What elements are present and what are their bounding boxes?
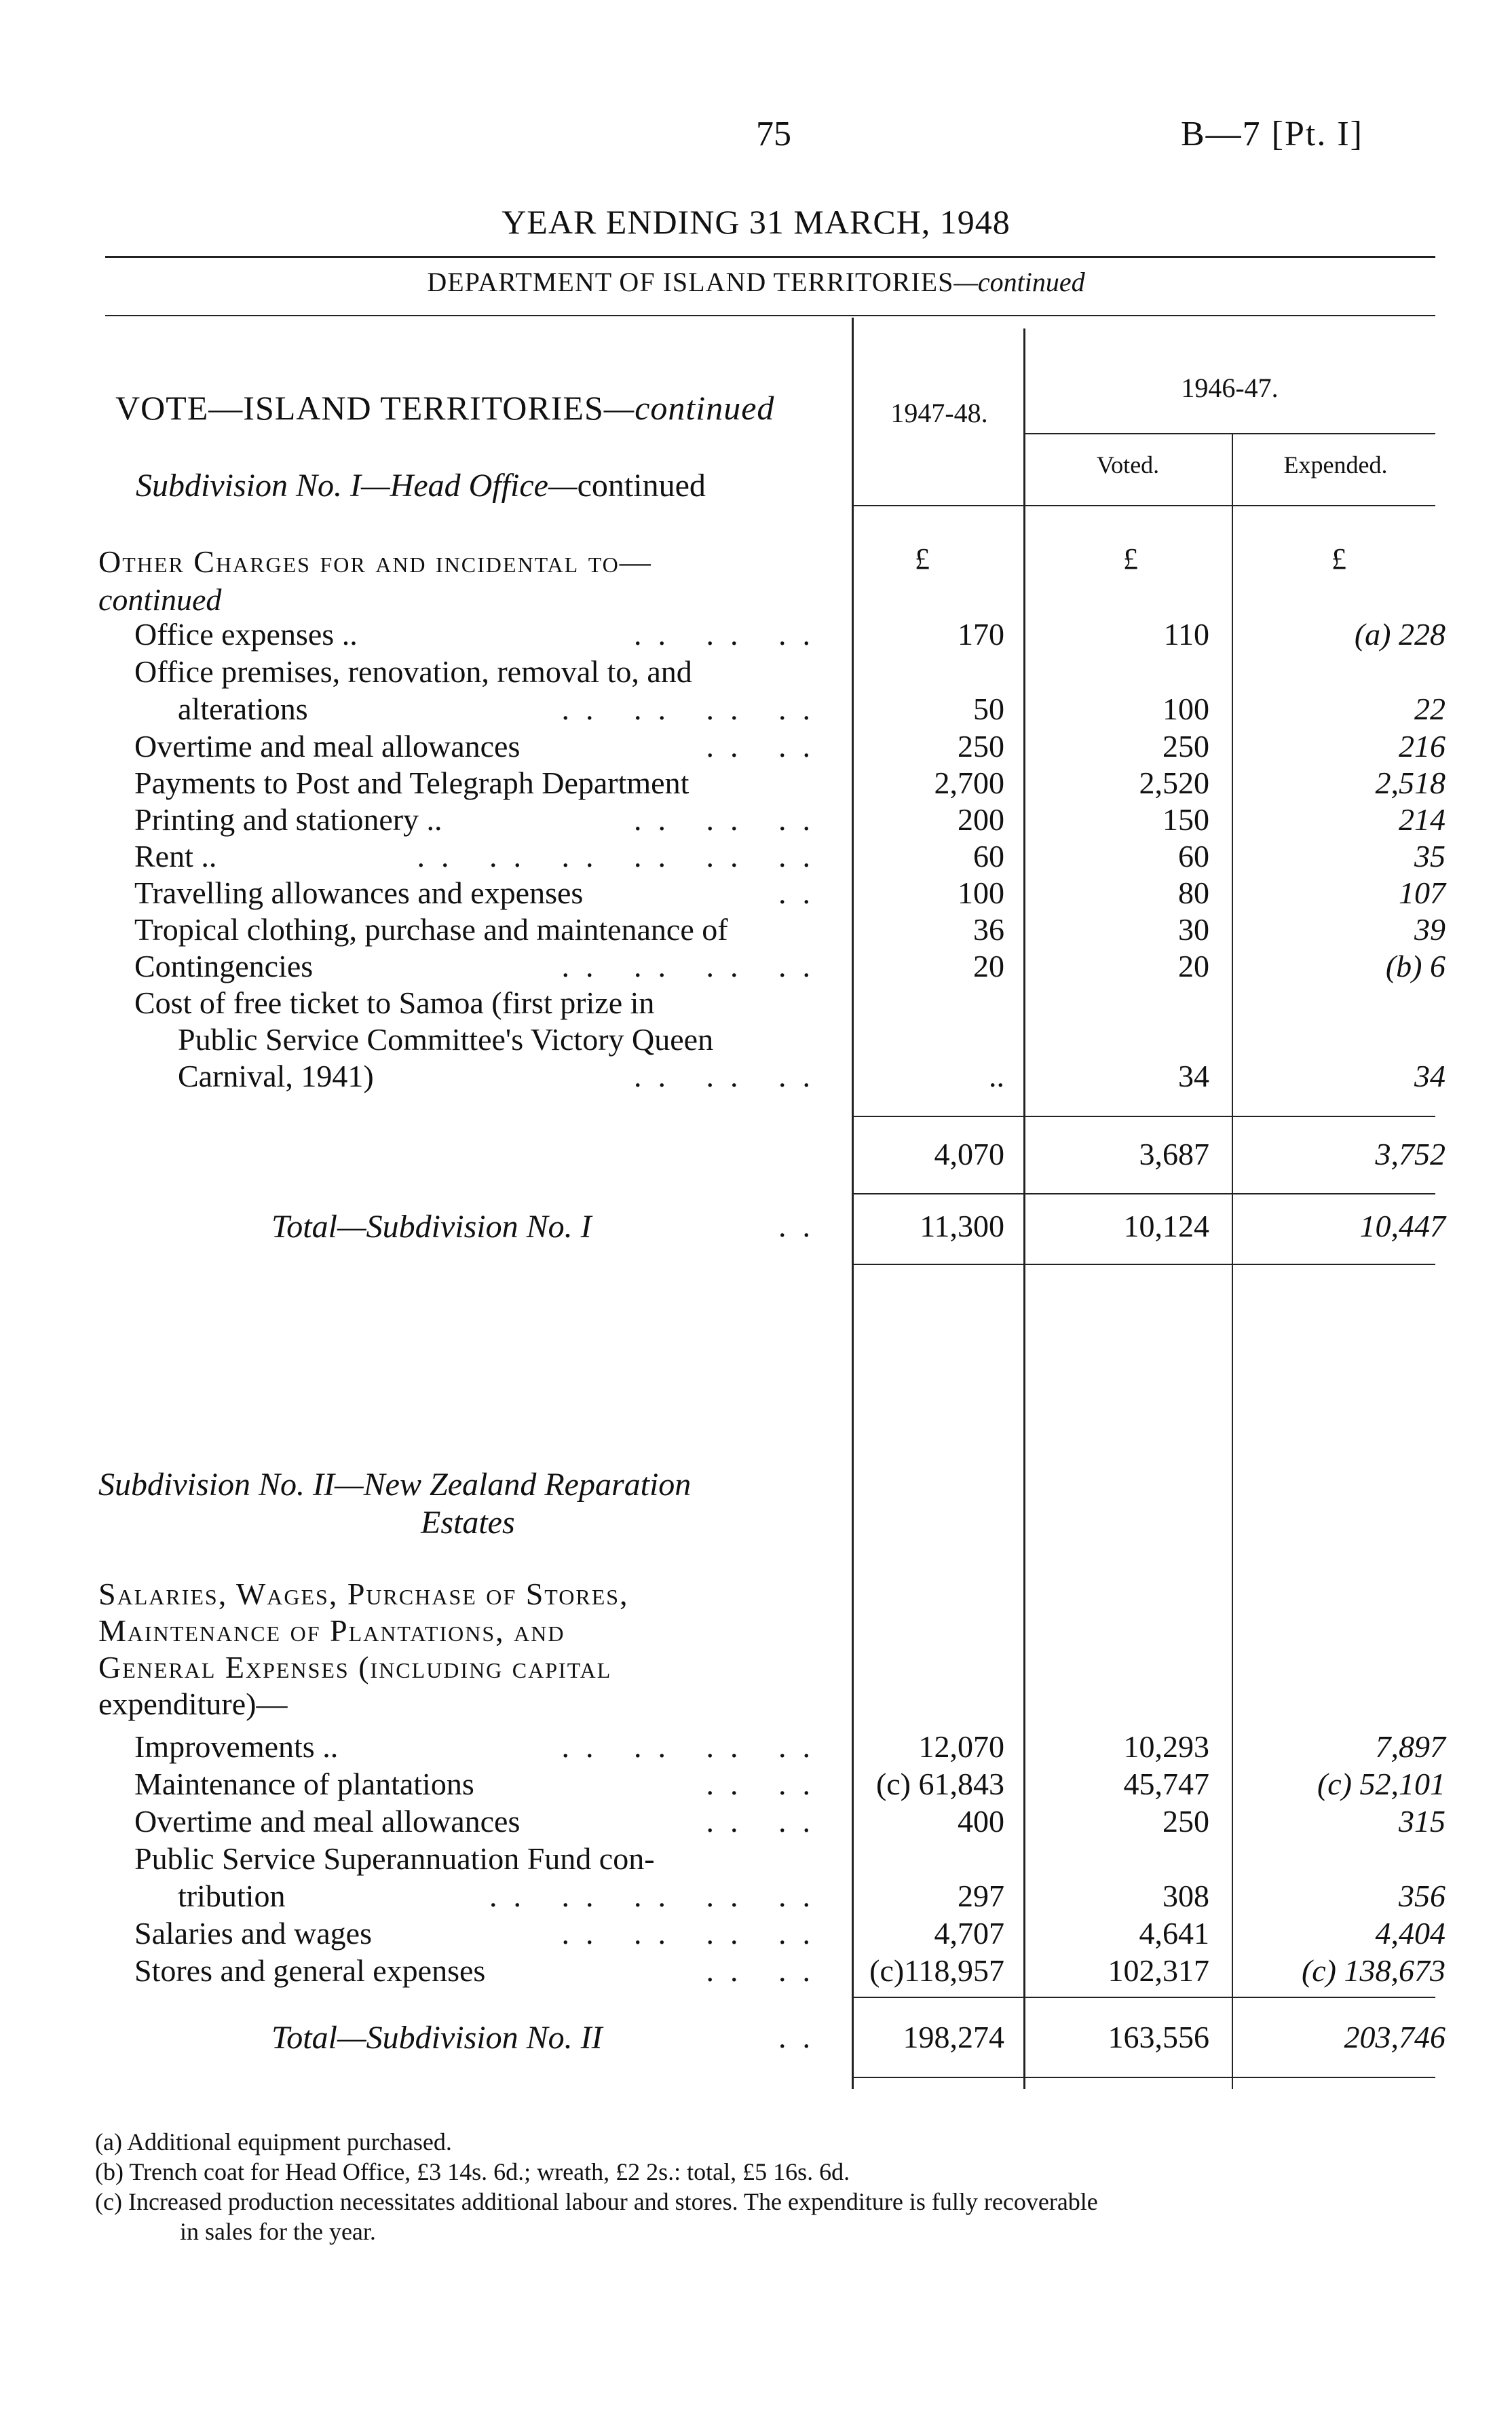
table-row [0,1021,1512,1058]
value-1947-48: 100 [958,875,1004,910]
leader-dots: .. .. [706,1953,827,1988]
section-2-line: expenditure)— [98,1687,288,1721]
total-label: Total—Subdivision No. I [271,1209,592,1245]
row-label: Public Service Committee's Victory Queen [178,1022,714,1057]
row-label: Payments to Post and Telegraph Department [134,766,689,800]
table-row [0,1729,1512,1765]
value-expended: (c) 52,101 [1317,1767,1445,1801]
row-label: Stores and general expenses [134,1953,486,1988]
value-expended: 356 [1399,1879,1445,1913]
subdivision-2-heading-line2: Estates [421,1505,515,1541]
table-row [0,1953,1512,1989]
leader-dots: .. .. .. [634,802,827,837]
value-expended: (a) 228 [1354,617,1445,652]
leader-dots: .. .. .. .. [561,949,827,983]
value-voted: 60 [1178,839,1209,873]
table-row [0,654,1512,690]
value-voted: 80 [1178,875,1209,910]
column-group-1946-47: 1946-47. [1181,373,1279,403]
leader-dots: .. .. [706,1804,827,1839]
column-header-expended: Expended. [1283,451,1388,478]
leader-dots: .. .. .. .. [561,1729,827,1764]
leader-dots: .. .. .. [634,617,827,652]
value-1947-48: 250 [958,729,1004,764]
value-1947-48: 400 [958,1804,1004,1839]
value-1947-48: (c)118,957 [869,1953,1004,1988]
total-row [0,1208,1512,1245]
value-1947-48: 2,700 [934,766,1004,800]
table-row [0,985,1512,1021]
footnote-c: (c) Increased production necessitates additional labour and stores. The expenditure is fully recoverable [95,2188,1098,2215]
value-1947-48: 60 [973,839,1004,873]
value-voted: 34 [1178,1059,1209,1093]
header-rule [105,256,1435,258]
total-rule-1a [854,1193,1435,1194]
leader-dots: .. .. [706,729,827,764]
currency-col3: £ [1331,542,1346,576]
table-row [0,948,1512,985]
total-expended: 203,746 [1344,2020,1445,2054]
value-expended: (c) 138,673 [1301,1953,1445,1988]
row-label: tribution [178,1879,286,1913]
value-voted: 110 [1163,617,1209,652]
vote-title [115,388,774,428]
table-row [0,911,1512,948]
table-row [0,875,1512,911]
leader-dots: .. [778,1209,827,1243]
row-label: Office expenses .. [134,617,358,652]
total-voted: 163,556 [1108,2020,1209,2054]
year-heading: YEAR ENDING 31 MARCH, 1948 [502,203,1010,241]
row-label: Rent .. [134,839,217,873]
value-voted: 10,293 [1123,1729,1209,1764]
section-2-line: General Expenses (including capital [98,1650,612,1684]
table-row [0,838,1512,875]
row-label: Contingencies [134,949,314,983]
table-row [0,691,1512,728]
leader-dots: .. .. .. .. [561,1916,827,1951]
currency-col2: £ [1123,542,1138,576]
table-row [0,616,1512,653]
row-label: Overtime and meal allowances [134,1804,521,1839]
row-label: Tropical clothing, purchase and maintenance of [134,912,728,947]
value-1947-48: .. [989,1059,1004,1093]
value-expended: 35 [1414,839,1445,873]
value-1947-48: 36 [973,912,1004,947]
total-row [0,2019,1512,2056]
leader-dots: .. .. .. .. .. .. [417,839,827,873]
table-row [0,1058,1512,1095]
value-1947-48: 170 [958,617,1004,652]
row-label: Public Service Superannuation Fund con- [134,1841,655,1876]
value-expended: 2,518 [1375,766,1445,800]
department-heading [0,266,1512,298]
value-1947-48: 20 [973,949,1004,983]
table-row [0,728,1512,765]
vote-title-text: VOTE—ISLAND TERRITORIES [115,389,604,427]
total-1947-48: 198,274 [903,2020,1004,2054]
total-rule-1b [854,1264,1435,1265]
row-label: alterations [178,692,308,726]
value-1947-48: 50 [973,692,1004,726]
column-header-voted: Voted. [1096,451,1160,478]
section-1-heading-suffix: continued [98,582,222,617]
currency-col1: £ [915,542,930,576]
value-voted: 308 [1163,1879,1209,1913]
footnote-a: (a) Additional equipment purchased. [95,2128,452,2155]
subtotal-row [0,1136,1512,1173]
row-label: Travelling allowances and expenses [134,875,584,910]
total-rule-2b [854,2077,1435,2078]
total-expended: 10,447 [1359,1209,1445,1243]
total-rule-2a [854,1997,1435,1998]
row-label: Carnival, 1941) [178,1059,374,1093]
section-2-line: Salaries, Wages, Purchase of Stores, [98,1577,629,1611]
vote-title-suffix: —continued [603,389,775,427]
subdivision-1-heading-suffix: continued [577,468,706,504]
value-voted: 4,641 [1139,1916,1209,1951]
table-row [0,1766,1512,1803]
value-1947-48: 297 [958,1879,1004,1913]
table-row [0,1878,1512,1915]
department-suffix: —continued [953,267,1085,297]
subdivision-1-heading [136,467,706,504]
column-header-1947-48: 1947-48. [890,398,988,428]
value-1947-48: 200 [958,802,1004,837]
section-2-line: Maintenance of Plantations, and [98,1613,565,1648]
subtotal-rule-1 [854,1116,1435,1117]
value-expended: 34 [1414,1059,1445,1093]
value-1947-48: 4,707 [934,1916,1004,1951]
leader-dots: .. [778,875,827,910]
value-expended: 214 [1399,802,1445,837]
table-row [0,802,1512,838]
value-voted: 100 [1163,692,1209,726]
table-row [0,1915,1512,1952]
table-row [0,1803,1512,1840]
leader-dots: .. .. .. [634,1059,827,1093]
leader-dots: .. .. .. .. .. [489,1879,827,1913]
leader-dots: .. .. [706,1767,827,1801]
row-label: Cost of free ticket to Samoa (first prize in [134,985,655,1020]
leader-dots: .. [778,2020,827,2054]
value-1947-48: (c) 61,843 [875,1767,1004,1801]
table-row [0,1841,1512,1877]
subtotal-expended: 3,752 [1375,1137,1445,1171]
value-voted: 20 [1178,949,1209,983]
value-expended: 22 [1414,692,1445,726]
section-1-heading [98,543,823,619]
header-bottom-rule [854,505,1435,506]
total-voted: 10,124 [1123,1209,1209,1243]
leader-dots: .. .. .. .. [561,692,827,726]
total-1947-48: 11,300 [920,1209,1004,1243]
section-1-heading-text: Other Charges for and incidental to— [98,544,652,579]
value-voted: 250 [1163,1804,1209,1839]
subtotal-voted: 3,687 [1139,1137,1209,1171]
value-expended: 39 [1414,912,1445,947]
row-label: Overtime and meal allowances [134,729,521,764]
footnotes [95,2127,1439,2246]
header-group-rule [1025,433,1435,434]
department-rule [105,315,1435,316]
document-reference: B—7 [Pt. I] [1181,115,1363,153]
page-number: 75 [756,115,791,153]
value-voted: 45,747 [1123,1767,1209,1801]
row-label: Salaries and wages [134,1916,372,1951]
row-label: Printing and stationery .. [134,802,442,837]
footnote-c-continued: in sales for the year. [180,2218,376,2245]
subtotal-1947-48: 4,070 [934,1137,1004,1171]
value-voted: 250 [1163,729,1209,764]
subdivision-2-heading-line1: Subdivision No. II—New Zealand Reparation [98,1467,692,1503]
value-voted: 30 [1178,912,1209,947]
value-voted: 102,317 [1108,1953,1209,1988]
section-2-heading [98,1576,823,1722]
value-1947-48: 12,070 [918,1729,1004,1764]
value-expended: (b) 6 [1385,949,1445,983]
table-row [0,765,1512,802]
value-expended: 4,404 [1375,1916,1445,1951]
value-voted: 2,520 [1139,766,1209,800]
value-expended: 216 [1399,729,1445,764]
row-label: Office premises, renovation, removal to, and [134,654,692,689]
value-voted: 150 [1163,802,1209,837]
footnote-b: (b) Trench coat for Head Office, £3 14s. 6d.; wreath, £2 2s.: total, £5 16s. 6d. [95,2158,850,2185]
department-name: DEPARTMENT OF ISLAND TERRITORIES [427,267,954,297]
value-expended: 107 [1399,875,1445,910]
total-label: Total—Subdivision No. II [271,2020,603,2056]
row-label: Maintenance of plantations [134,1767,474,1801]
value-expended: 315 [1399,1804,1445,1839]
value-expended: 7,897 [1375,1729,1445,1764]
row-label: Improvements .. [134,1729,339,1764]
subdivision-1-heading-text: Subdivision No. I—Head Office— [136,468,578,504]
